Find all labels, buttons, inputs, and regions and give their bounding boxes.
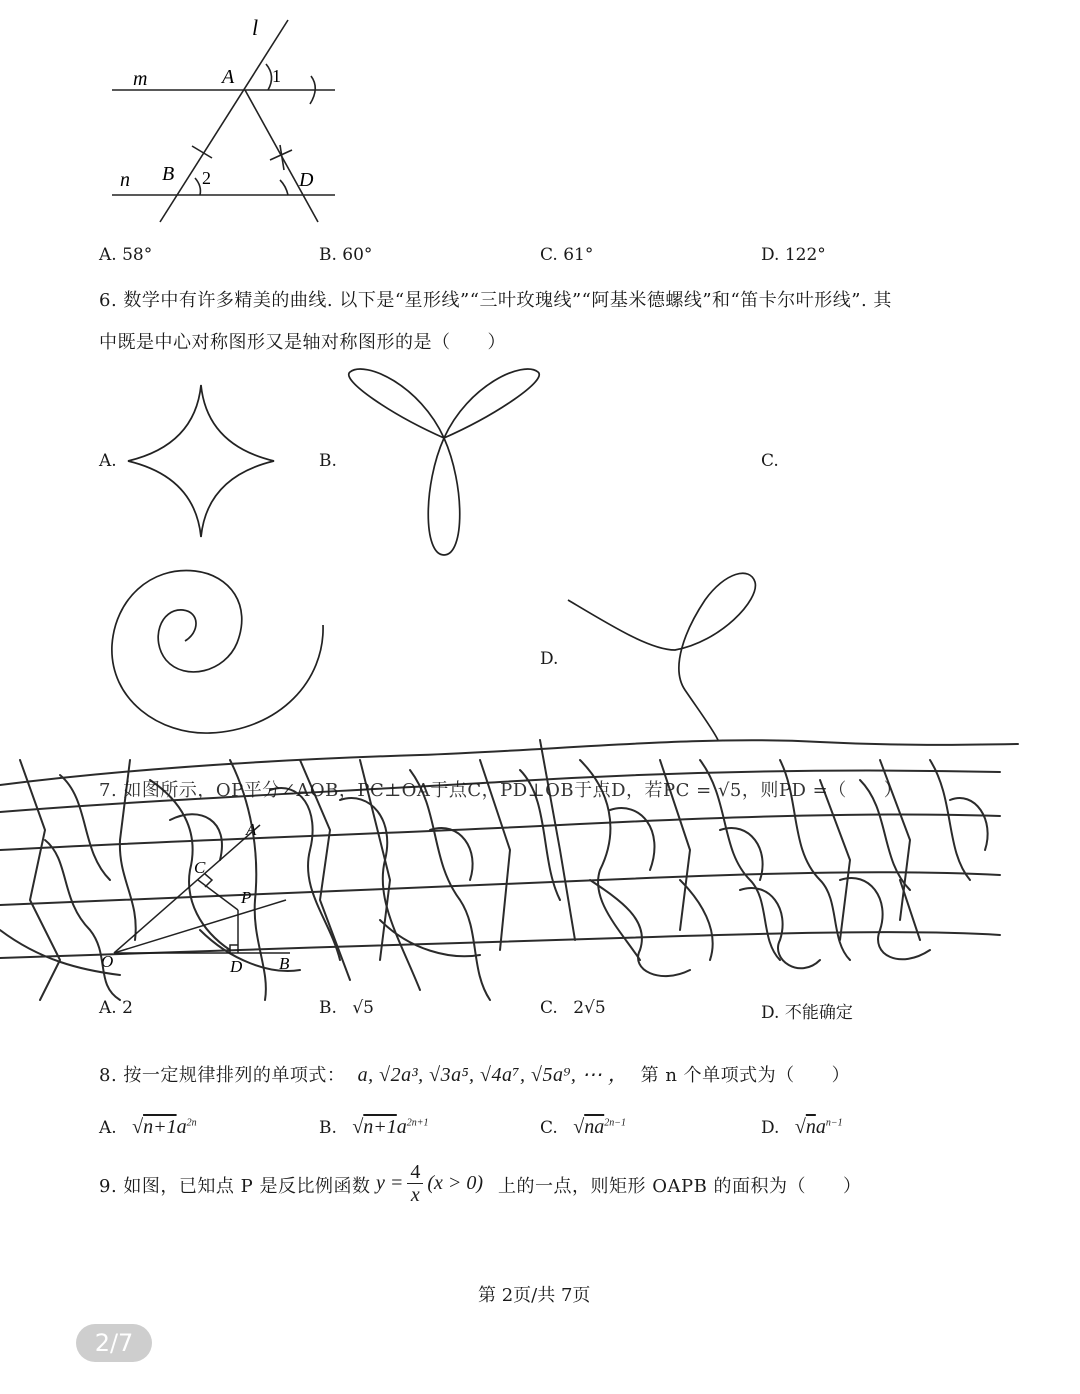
q7-label-C: C xyxy=(194,858,206,877)
q7-option-b-value: √5 xyxy=(352,998,374,1018)
q9-fn-lhs: y = xyxy=(376,1172,404,1194)
q6-label-d: D. xyxy=(540,649,559,669)
q7-option-a: A. 2 xyxy=(99,998,133,1018)
q8-option-a-expr: $√n+1a^{2n}$ xyxy=(132,1116,197,1138)
q6-label-b: B. xyxy=(319,451,337,471)
q7-option-b-letter: B. xyxy=(319,998,337,1018)
q8-option-d-expr: $√na^{n-1}$ xyxy=(794,1116,843,1138)
q9-condition: (x > 0) xyxy=(427,1172,484,1194)
q7-option-c-letter: C. xyxy=(540,998,558,1018)
q5-option-c: C. 61° xyxy=(540,245,594,265)
q5-option-b: B. 60° xyxy=(319,245,373,265)
q7-label-P: P xyxy=(241,888,252,907)
q5-label-m: m xyxy=(133,68,148,90)
q7-label-A: A xyxy=(246,820,257,839)
q5-option-d: D. 122° xyxy=(761,245,826,265)
q6-stem-line1: 6. 数学中有许多精美的曲线. 以下是“星形线”“三叶玫瑰线”“阿基米德螺线”和“笛卡尔叶形线”. 其 xyxy=(99,290,892,311)
q8-prefix: 8. 按一定规律排列的单项式： xyxy=(99,1065,346,1086)
q7-label-D: D xyxy=(230,957,243,976)
q7-option-c-value: 2√5 xyxy=(573,998,606,1018)
q8-sequence: a, √2a³, √3a⁵, √4a⁷, √5a⁹, ⋯ ， xyxy=(357,1064,629,1086)
q5-label-B: B xyxy=(162,163,175,185)
q6-stem-line2: 中既是中心对称图形又是轴对称图形的是（ ） xyxy=(99,332,506,353)
q6-label-a: A. xyxy=(99,451,117,471)
q5-label-A: A xyxy=(222,66,235,88)
q8-suffix: 第 n 个单项式为（ ） xyxy=(640,1065,851,1086)
q5-label-D: D xyxy=(299,169,314,191)
q5-label-n: n xyxy=(120,169,130,191)
q7-stem: 7. 如图所示，OP平分∠AOB，PC⊥OA于点C，PD⊥OB于点D，若PC = √5，则PD =（ ） xyxy=(99,780,903,801)
q9-stem-prefix: 9. 如图，已知点 P 是反比例函数 xyxy=(99,1176,371,1197)
page-footer: 第 2页/共 7页 xyxy=(478,1285,591,1306)
q8-option-d-letter: D. xyxy=(761,1118,780,1138)
page-indicator[interactable]: 2/7 xyxy=(76,1324,152,1362)
q8-option-a-letter: A. xyxy=(99,1118,117,1138)
q9-denominator: x xyxy=(410,1184,420,1206)
q5-label-1: 1 xyxy=(272,66,281,86)
q7-label-O: O xyxy=(101,952,114,971)
q7-option-d: D. 不能确定 xyxy=(761,1003,853,1023)
q8-option-b-expr: $√n+1a^{2n+1}$ xyxy=(352,1116,429,1138)
q8-option-c-letter: C. xyxy=(540,1118,558,1138)
q6-label-c: C. xyxy=(761,451,779,471)
q9-stem-suffix: 上的一点，则矩形 OAPB 的面积为（ ） xyxy=(498,1176,862,1197)
q7-label-B: B xyxy=(279,954,290,973)
q8-option-c-expr: $√na^{2n-1}$ xyxy=(573,1116,626,1138)
q5-option-a: A. 58° xyxy=(99,245,153,265)
q8-option-b-letter: B. xyxy=(319,1118,337,1138)
q5-label-2: 2 xyxy=(202,168,211,188)
q5-label-l: l xyxy=(252,15,259,40)
q9-numerator: 4 xyxy=(407,1161,423,1184)
